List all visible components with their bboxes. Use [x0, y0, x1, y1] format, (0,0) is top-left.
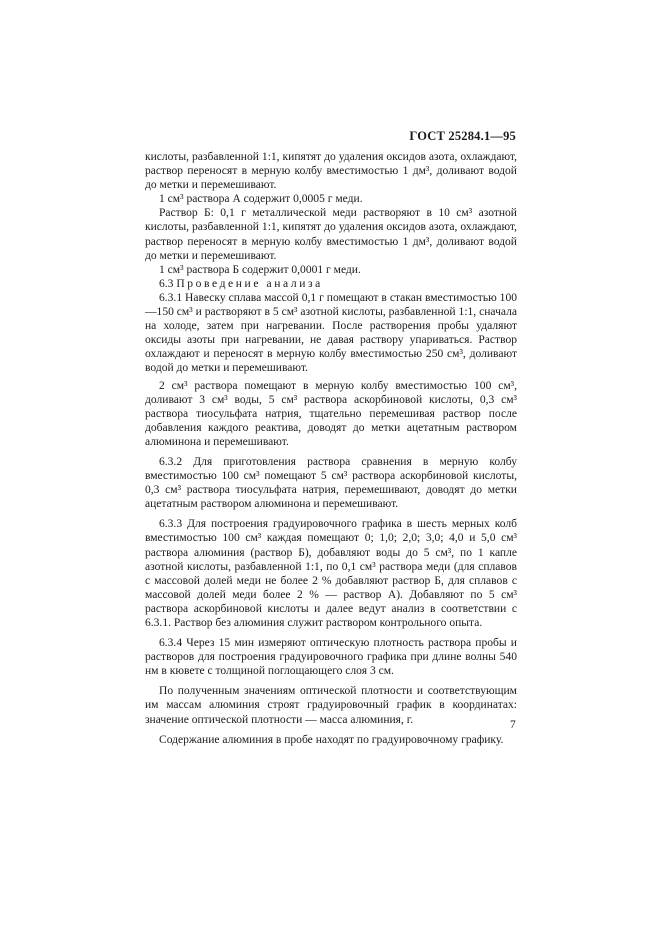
section-heading: [145, 277, 517, 291]
paragraph-6-3-1-continued: 2 см³ раствора помещают в мерную колбу вместимостью 100 см³, доливают 3 см³ воды, 5 см³ раствора аскорбиновой кислоты, 0,3 см³ раствора тиосульфата натрия, тщательно перемешивая раствор после добавления каждого реактива, доводят до метки ацетатным раствором алюминона и перемешивают.: [145, 379, 517, 448]
document-body: [145, 150, 517, 747]
running-header: ГОСТ 25284.1—95: [409, 129, 516, 143]
paragraph-6-3-4: 6.3.4 Через 15 мин измеряют оптическую плотность раствора пробы и растворов для построения градуировочного графика при длине волны 540 нм в кювете с толщиной поглощающего слоя 3 см.: [145, 637, 517, 678]
paragraph-calibration: По полученным значениям оптической плотности и соответствующим им массам алюминия строят градуировочный график в координатах: значение оптической плотности — масса алюминия, г.: [145, 685, 517, 726]
paragraph-6-3-3: 6.3.3 Для построения градуировочного графика в шесть мерных колб вместимостью 100 см³ каждая помещают 0; 1,0; 2,0; 3,0; 4,0 и 5,0 см³ раствора алюминия (раствор Б), добавляют воды до 5 см³, по 1 капле азотной кислоты, разбавленной 1:1, по 0,1 см³ раствора меди (для сплавов с массовой долей меди не более 2 % добавляют раствор Б, для сплавов с массовой долей меди более 2 % — раствор А). Добавляют по 5 см³ раствора аскорбиновой кислоты и далее ведут анализ в соответствии с 6.3.1. Раствор без алюминия служит раствором контрольного опыта.: [145, 518, 517, 629]
page-number: 7: [510, 719, 516, 731]
paragraph-6-3-1: 6.3.1 Навеску сплава массой 0,1 г помещают в стакан вместимостью 100—150 см³ и растворяют в 5 см³ азотной кислоты, разбавленной 1:1, сначала на холоде, затем при нагревании. После растворения пробы удаляют оксиды азоты при нагревании, не давая раствору упариваться. Раствор охлаждают и переносят в мерную колбу вместимостью 250 см³, доливают водой до метки и перемешивают.: [145, 291, 517, 375]
paragraph-solution-a-content: 1 см³ раствора А содержит 0,0005 г меди.: [159, 193, 363, 206]
paragraph-solution-b-content: 1 см³ раствора Б содержит 0,0001 г меди.: [159, 263, 361, 276]
section-title: Проведение анализа: [176, 277, 323, 290]
section-number: 6.3: [159, 277, 174, 290]
paragraph-continuation: кислоты, разбавленной 1:1, кипятят до удаления оксидов азота, охлаждают, раствор переносят в мерную колбу вместимостью 1 дм³, доливают водой до метки и перемешивают.: [145, 151, 517, 192]
paragraph-result: Содержание алюминия в пробе находят по градуировочному графику.: [159, 733, 504, 746]
paragraph-solution-b: Раствор Б: 0,1 г металлической меди растворяют в 10 см³ азотной кислоты, разбавленной 1:1, кипятят до удаления оксидов азота, охлаждают, раствор переносят в мерную колбу вместимостью 1 дм³, доливают водой до метки и перемешивают.: [145, 207, 517, 262]
paragraph-6-3-2: 6.3.2 Для приготовления раствора сравнения в мерную колбу вместимостью 100 см³ помещают 5 см³ раствора аскорбиновой кислоты, 0,3 см³ раствора тиосульфата натрия, перемешивают, доводят до метки ацетатным раствором алюминона и перемешивают.: [145, 455, 517, 511]
